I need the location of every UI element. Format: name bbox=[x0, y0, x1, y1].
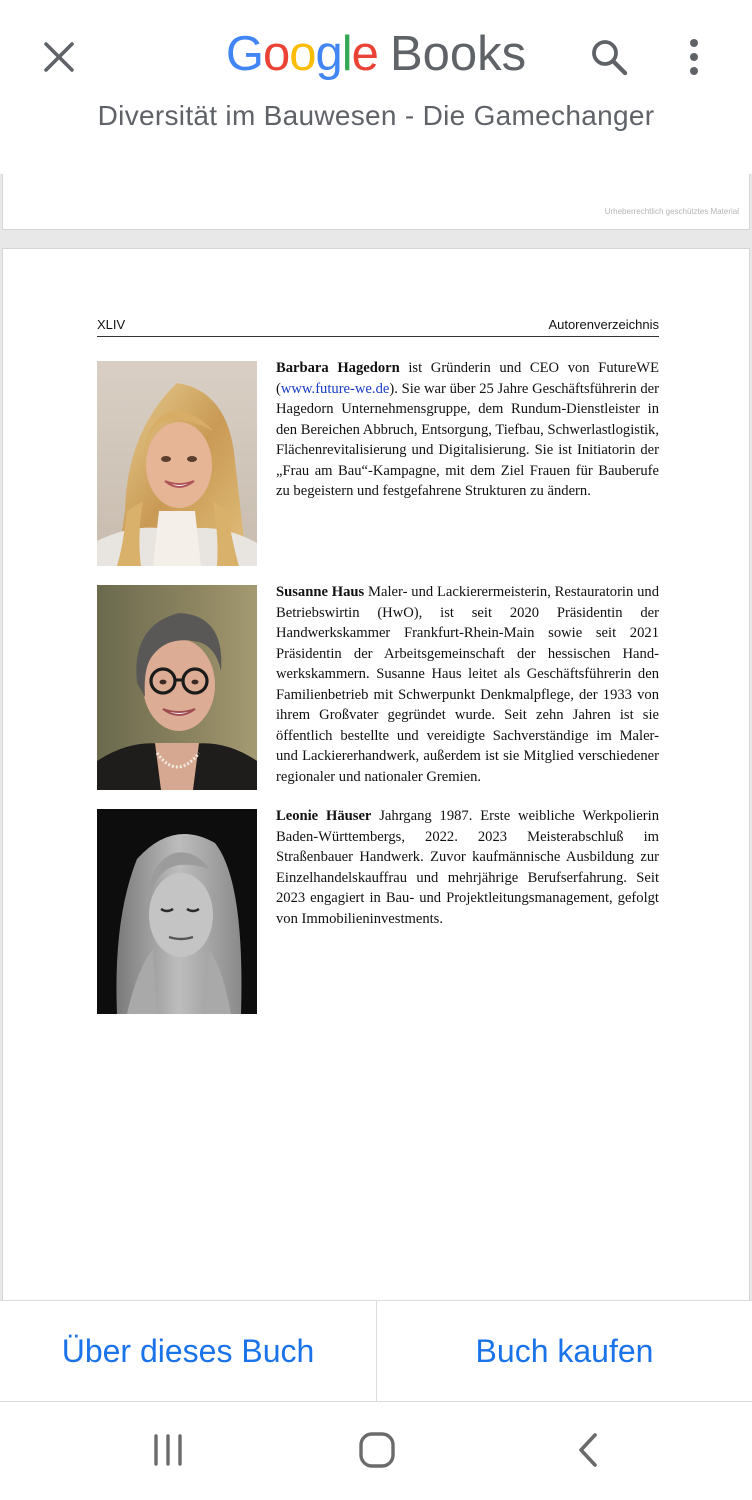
author-website-link[interactable]: www.future-we.de bbox=[280, 380, 390, 397]
books-wordmark: Books bbox=[389, 27, 527, 81]
back-icon bbox=[575, 1432, 601, 1468]
previous-page bbox=[2, 174, 750, 230]
recent-apps-icon bbox=[151, 1433, 185, 1467]
book-reader[interactable] bbox=[0, 174, 752, 1300]
about-book-button[interactable]: Über dieses Buch bbox=[61, 1332, 315, 1369]
back-button[interactable] bbox=[560, 1424, 616, 1476]
author-bio-haus bbox=[276, 582, 659, 787]
more-options-button[interactable] bbox=[672, 34, 716, 80]
search-button[interactable] bbox=[586, 34, 632, 80]
copyright-notice: Urheberrechtlich geschütztes Material bbox=[604, 207, 739, 216]
author-name: Leonie Häuser bbox=[276, 808, 372, 824]
bio-text: ). Sie war über 25 Jahre Geschäftsführerin der Hagedorn Unternehmensgruppe, dem Rundum-Dienstleister in den Bereichen Abbruch, Entsorgung, Tiefbau, Schwerlastlogistik, Flächenrevitalisierung und Digitalisierung. Sie ist Initiatorin der „Frau am Bau“-Kampagne, mit dem Ziel Frauen für Bauberufe zu begeistern und festgefahrene Strukturen zu ändern. bbox=[276, 380, 659, 499]
google-wordmark bbox=[226, 27, 378, 81]
search-icon bbox=[589, 37, 629, 77]
recent-apps-button[interactable] bbox=[140, 1424, 196, 1476]
logo-letter: l bbox=[341, 27, 352, 81]
section-title: Autorenverzeichnis bbox=[548, 317, 659, 332]
home-button[interactable] bbox=[349, 1424, 405, 1476]
logo-letter: o bbox=[289, 27, 316, 81]
more-vert-icon bbox=[687, 37, 701, 77]
system-navigation-bar bbox=[0, 1402, 752, 1500]
home-icon bbox=[358, 1431, 396, 1469]
page-number: XLIV bbox=[97, 317, 126, 332]
book-title: Diversität im Bauwesen - Die Gamechanger bbox=[97, 100, 655, 131]
author-photo-haus bbox=[97, 585, 257, 790]
logo-letter: o bbox=[262, 27, 290, 81]
author-photo-haeuser bbox=[97, 809, 257, 1014]
author-bio-haeuser bbox=[276, 806, 659, 929]
logo-letter: g bbox=[315, 27, 342, 81]
author-name: Susanne Haus bbox=[276, 584, 365, 600]
buy-book-button[interactable]: Buch kaufen bbox=[475, 1332, 654, 1369]
book-actions-bar bbox=[0, 1300, 752, 1402]
google-books-logo bbox=[0, 26, 752, 82]
logo-letter: e bbox=[351, 27, 378, 81]
author-bio-hagedorn bbox=[276, 358, 659, 502]
page-header bbox=[97, 315, 659, 337]
logo-letter: G bbox=[225, 27, 263, 81]
app-header bbox=[0, 0, 752, 174]
bio-text: Jahrgang 1987. Erste weibliche Werkpolierin Baden-Württembergs, 2022. 2023 Meisterabschluß im Straßenbauer Handwerk. Zuvor kaufmännische Ausbildung zur Einzelhandelskauffrau und mehrjährige Berufserfahrung. Seit 2023 engagiert in Bau- und Projektleitungsmanagement, gefolgt von Immobilieninvestments. bbox=[276, 808, 659, 927]
author-photo-hagedorn bbox=[97, 361, 257, 566]
bio-text: Maler- und Lackierermeisterin, Restauratorin und Betriebswirtin (HwO), ist seit 2020 Präsidentin der Handwerkskammer Frankfurt-Rhein-Main sowie seit 2021 Präsidentin der Arbeitsgemeinschaft der hessischen Handwerkskammern. Susanne Haus leitet als Geschäftsführerin den Familienbetrieb mit Schwerpunkt Denkmalpflege, der 1933 von ihrem Großvater gegründet wurde. Seit zehn Jahren ist sie öffentlich bestellte und vereidigte Sachverständige im Maler- und Lackiererhandwerk, außerdem ist sie Mitglied verschiedener regionaler und nationaler Gremien. bbox=[276, 584, 660, 785]
bio-text: ist Gründerin und CEO von FutureWE ( bbox=[276, 360, 659, 397]
book-page bbox=[2, 248, 750, 1300]
author-name: Barbara Hagedorn bbox=[276, 360, 400, 376]
